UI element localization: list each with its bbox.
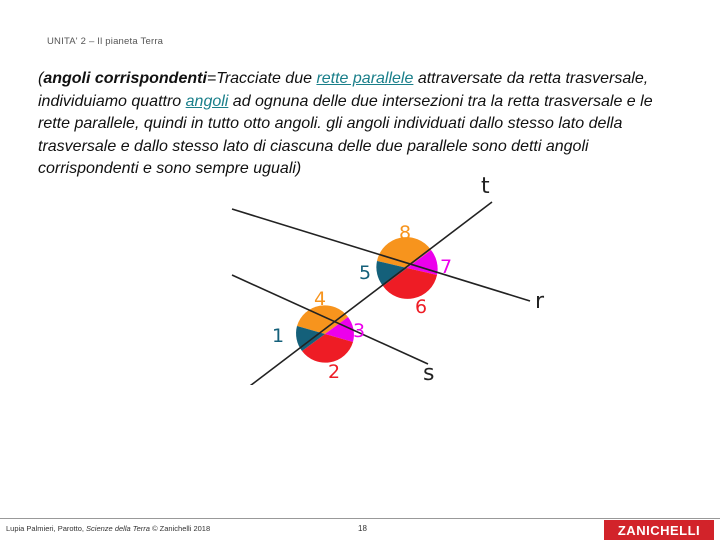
- label-angle-6: 6: [415, 296, 428, 318]
- text-mid: attraversate da retta trasversale, individuiamo quattro: [38, 70, 649, 110]
- zanichelli-logo: ZANICHELLI: [604, 520, 714, 540]
- label-angle-3: 3: [353, 320, 366, 342]
- label-angle-8: 8: [399, 222, 412, 244]
- term-bold: angoli corrispondenti: [43, 70, 207, 87]
- credit-book-title: Scienze della Terra: [86, 524, 150, 533]
- link-rette-parallele[interactable]: rette parallele: [316, 70, 414, 87]
- credit-authors: Lupia Palmieri, Parotto,: [6, 524, 87, 533]
- footer-credit: [6, 524, 210, 533]
- slide-header: UNITA' 2 – Il pianeta Terra: [47, 36, 164, 47]
- label-angle-5: 5: [359, 262, 372, 284]
- label-r: r: [535, 289, 545, 314]
- label-angle-1: 1: [272, 325, 285, 347]
- page-number: 18: [358, 524, 367, 533]
- text-after-term: =Tracciate due: [206, 70, 317, 87]
- credit-publisher: © Zanichelli 2018: [149, 524, 211, 533]
- text-rest: ad ognuna delle due intersezioni tra la retta trasversale e le rette parallele, quindi in tutto otto angoli. gli angoli individuati dallo stesso lato della trasversale e dallo stesso lato di ciascuna delle due parallele sono detti angoli corrispondenti e sono sempre uguali): [38, 92, 653, 177]
- transversal-t: [238, 202, 492, 385]
- paren-open: (: [38, 70, 44, 87]
- label-t: t: [481, 174, 490, 199]
- label-angle-4: 4: [314, 288, 327, 310]
- label-angle-7: 7: [440, 256, 453, 278]
- link-angoli[interactable]: angoli: [185, 92, 229, 110]
- label-angle-2: 2: [328, 361, 341, 383]
- upper-intersection-angles: [376, 237, 437, 299]
- footer-divider: [0, 518, 720, 519]
- definition-text: [38, 68, 688, 181]
- corresponding-angles-diagram: [220, 170, 570, 385]
- label-s: s: [423, 361, 435, 385]
